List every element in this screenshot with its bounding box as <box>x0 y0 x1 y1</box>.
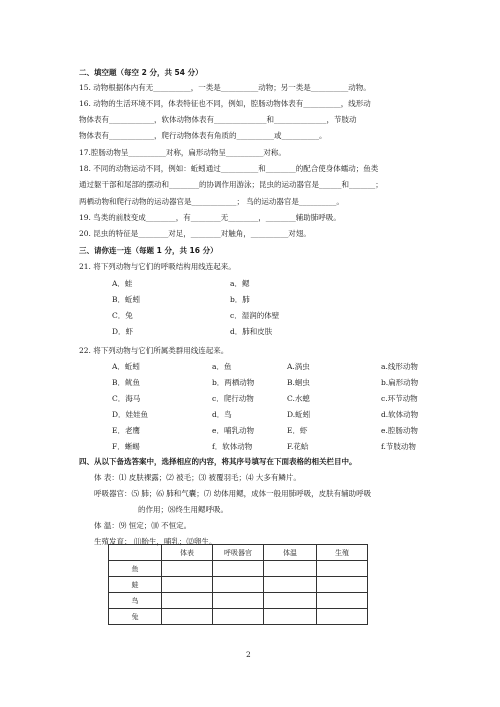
table-cell <box>264 609 317 625</box>
q22-animal: A．蚯蚓 <box>112 362 140 371</box>
table-row <box>109 577 368 593</box>
table-cell <box>317 577 368 593</box>
table-row-label: 鸟 <box>109 593 162 609</box>
page-number: 2 <box>246 650 251 659</box>
q22-group-2: e.腔肠动物 <box>381 426 418 435</box>
table-row-label: 鱼 <box>109 561 162 577</box>
table-cell <box>317 593 368 609</box>
table-row <box>109 609 368 625</box>
table-row <box>109 561 368 577</box>
table-header-cell: 生殖 <box>317 545 368 561</box>
q21-left-item: A．蛙 <box>112 279 133 288</box>
section4-heading: 四、从以下备选答案中，选择相应的内容，将其序号填写在下面表格的相关栏目中。 <box>79 457 357 466</box>
q22-group: f．软体动物 <box>212 442 253 451</box>
table-cell <box>213 577 264 593</box>
section2-heading: 二、填空题（每空 2 分，共 54 分） <box>79 68 203 77</box>
table-cell <box>264 577 317 593</box>
table-cell <box>317 561 368 577</box>
q22-animal-2: A.涡虫 <box>287 362 310 371</box>
table-cell <box>213 561 264 577</box>
question-15: 15. 动物根据体内有无__________，一类是__________动物；另一类是__________动物。 <box>79 83 371 92</box>
table-row <box>109 593 368 609</box>
q22-group: e．哺乳动物 <box>212 426 254 435</box>
q21-left-item: D．虾 <box>112 327 134 336</box>
q22-animal-2: C.水螅 <box>287 394 310 403</box>
option-reproduction: 生殖发育： ⑾胎生，哺乳；⑿卵生。 <box>94 537 217 546</box>
table-header-cell: 体表 <box>162 545 213 561</box>
table-cell <box>317 609 368 625</box>
q22-animal-2: E．虾 <box>287 426 308 435</box>
q22-group-2: a.线形动物 <box>381 362 418 371</box>
option-breathing-line1: 呼吸器官：⑸ 肺；⑹ 肺和气囊；⑺ 幼体用鳃，成体一般用肺呼吸，皮肤有辅助呼吸 <box>94 489 372 498</box>
q22-animal-2: B.蛔虫 <box>287 378 310 387</box>
table-cell <box>213 609 264 625</box>
q21-left-item: B．蚯蚓 <box>112 295 141 304</box>
q22-animal-2: F.花蛤 <box>287 442 309 451</box>
q21-left-item: C．兔 <box>112 311 133 320</box>
table-cell <box>162 609 213 625</box>
table-cell <box>264 561 317 577</box>
question-18-line2: 通过躯干部和尾部的摆动和________的协调作用游泳；昆虫的运动器官是______和_______； <box>79 180 383 189</box>
table-header-cell: 体温 <box>264 545 317 561</box>
q22-animal: D．娃娃鱼 <box>112 410 149 419</box>
q22-group-2: d.软体动物 <box>381 410 419 419</box>
q21-right-item: b．肺 <box>230 295 250 304</box>
option-body-surface: 体 表：⑴ 皮肤裸露；⑵ 被毛；⑶ 被覆羽毛；⑷ 大多有鳞片。 <box>94 473 301 482</box>
q22-animal: F．蜥蜴 <box>112 442 140 451</box>
table-cell <box>213 593 264 609</box>
question-16-line1: 16. 动物的生活环境不同，体表特征也不同，例如，腔肠动物体表有__________，线形动 <box>79 99 371 108</box>
table-row-label: 蛙 <box>109 577 162 593</box>
q22-animal: E．老鹰 <box>112 426 140 435</box>
table-header-cell: 呼吸器官 <box>213 545 264 561</box>
section3-heading: 三、请你连一连（每题 1 分，共 16 分） <box>79 246 218 255</box>
q21-right-item: a．鳃 <box>230 279 250 288</box>
question-16-line2: 物体表有____________，软体动物体表有______________和______________，节肢动 <box>79 115 357 124</box>
table-cell <box>162 593 213 609</box>
option-body-temperature: 体 温：⑼ 恒定；⑽ 不恒定。 <box>94 521 192 530</box>
q22-group-2: b.扁形动物 <box>381 378 419 387</box>
q22-group: b．两栖动物 <box>212 378 255 387</box>
option-breathing-line2: 的作用；⑻终生用鳃呼吸。 <box>138 505 228 514</box>
q22-group: c．爬行动物 <box>212 394 254 403</box>
question-22: 22. 将下列动物与它们所属类群用线连起来。 <box>79 346 229 355</box>
q22-group: d．鸟 <box>212 410 232 419</box>
question-18-line1: 18. 不同的动物运动不同，例如：蚯蚓通过__________和________的配合使身体蠕动；鱼类 <box>79 164 379 173</box>
q21-right-item: c．湿润的体壁 <box>230 311 280 320</box>
question-18-line3: 两栖动物和爬行动物的运动器官是____________； 鸟的运动器官是__________。 <box>79 197 344 206</box>
q22-animal: B．鱿鱼 <box>112 378 141 387</box>
question-19: 19. 鸟类的前肢变成________，有________无________，________辅助肺呼吸。 <box>79 213 341 222</box>
question-16-line3: 物体表有____________，爬行动物体表有角质的__________或__________。 <box>79 131 327 140</box>
q22-group-2: c.环节动物 <box>381 394 418 403</box>
table-cell <box>162 577 213 593</box>
question-20: 20. 昆虫的特征是________对足，________对触角，__________对翅。 <box>79 229 311 238</box>
table-row-label: 兔 <box>109 609 162 625</box>
table-header-row <box>109 545 368 561</box>
table-cell <box>162 561 213 577</box>
table-cell <box>264 593 317 609</box>
q22-group-2: f.节肢动物 <box>381 442 416 451</box>
answer-table <box>108 544 368 625</box>
q22-animal: C．海马 <box>112 394 141 403</box>
question-17: 17.腔肠动物呈__________对称，扁形动物呈__________对称。 <box>79 148 286 157</box>
table-header-cell <box>109 545 162 561</box>
q22-animal-2: D.蚯蚓 <box>287 410 311 419</box>
q21-right-item: d．肺和皮肤 <box>230 327 273 336</box>
q22-group: a．鱼 <box>212 362 232 371</box>
question-21: 21. 将下列动物与它们的呼吸结构用线连起来。 <box>79 262 236 271</box>
